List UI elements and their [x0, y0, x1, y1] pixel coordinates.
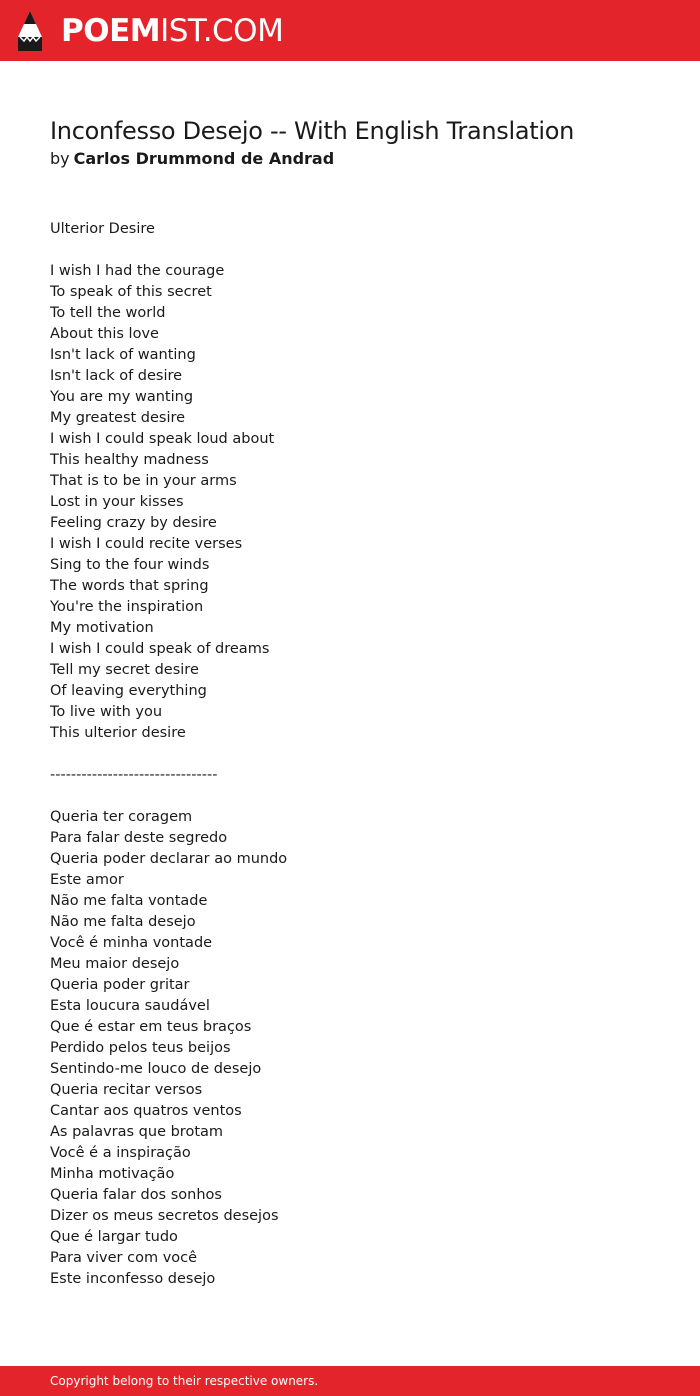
poem-line: This healthy madness: [50, 452, 209, 468]
poem-line: Feeling crazy by desire: [50, 515, 217, 531]
poem-line: Esta loucura saudável: [50, 998, 210, 1014]
poem-line: Queria poder declarar ao mundo: [50, 851, 288, 867]
poem-line: I wish I could speak of dreams: [50, 641, 270, 657]
poem-line: [50, 744, 650, 765]
poem-line: The words that spring: [50, 578, 209, 594]
poem-line: Isn't lack of desire: [50, 368, 183, 384]
poem-line: Lost in your kisses: [50, 494, 184, 510]
logo-light-text: IST.COM: [160, 13, 284, 49]
poem-line: You're the inspiration: [50, 599, 204, 615]
author-name: Carlos Drummond de Andrad: [73, 149, 335, 168]
poem-line: Meu maior desejo: [50, 956, 180, 972]
pencil-tip-icon[interactable]: [17, 10, 43, 52]
poem-line: Queria falar dos sonhos: [50, 1187, 222, 1203]
poem-line: About this love: [50, 326, 159, 342]
site-header: [0, 0, 700, 61]
poem-line: My greatest desire: [50, 410, 186, 426]
poem-line: Sing to the four winds: [50, 557, 210, 573]
poem-line: My motivation: [50, 620, 154, 636]
poem-line: Você é minha vontade: [50, 935, 213, 951]
poem-line: Minha motivação: [50, 1166, 175, 1182]
poem-line: Este inconfesso desejo: [50, 1271, 216, 1287]
poem-line: [50, 240, 650, 261]
poem-line: As palavras que brotam: [50, 1124, 224, 1140]
poem-title: Inconfesso Desejo -- With English Translation: [50, 117, 575, 145]
byline: [50, 148, 334, 170]
poem-line: Queria poder gritar: [50, 977, 190, 993]
poem-line: Cantar aos quatros ventos: [50, 1103, 242, 1119]
poem-line: To live with you: [50, 704, 163, 720]
poem-line: That is to be in your arms: [50, 473, 237, 489]
poem-line: Tell my secret desire: [50, 662, 199, 678]
poem-line: Para viver com você: [50, 1250, 198, 1266]
poem-line: Não me falta desejo: [50, 914, 196, 930]
poem-line: Que é estar em teus braços: [50, 1019, 252, 1035]
poem-line: Você é a inspiração: [50, 1145, 191, 1161]
poem-line: Isn't lack of wanting: [50, 347, 196, 363]
poem-line: Que é largar tudo: [50, 1229, 178, 1245]
poem-line: [50, 786, 650, 807]
poem-body: [50, 219, 650, 1290]
poem-line: Dizer os meus secretos desejos: [50, 1208, 279, 1224]
poem-line: I wish I had the courage: [50, 263, 225, 279]
poem-line: I wish I could speak loud about: [50, 431, 275, 447]
site-logo[interactable]: [61, 12, 283, 50]
poem-line: This ulterior desire: [50, 725, 186, 741]
poem-line: Perdido pelos teus beijos: [50, 1040, 231, 1056]
poem-line: Of leaving everything: [50, 683, 207, 699]
poem-line: To speak of this secret: [50, 284, 212, 300]
poem-line: Para falar deste segredo: [50, 830, 228, 846]
copyright-notice: Copyright belong to their respective owners.: [50, 1374, 319, 1388]
poem-line: You are my wanting: [50, 389, 194, 405]
logo-bold-text: POEM: [61, 13, 161, 49]
poem-line: Este amor: [50, 872, 124, 888]
poem-line: Ulterior Desire: [50, 221, 155, 237]
poem-line: To tell the world: [50, 305, 166, 321]
poem-line: I wish I could recite verses: [50, 536, 243, 552]
site-footer: [0, 1366, 700, 1396]
poem-line: Queria recitar versos: [50, 1082, 203, 1098]
poem-line: Queria ter coragem: [50, 809, 193, 825]
by-label: by: [50, 149, 70, 168]
poem-line: --------------------------------: [50, 767, 218, 783]
poem-line: Sentindo-me louco de desejo: [50, 1061, 262, 1077]
poem-line: Não me falta vontade: [50, 893, 208, 909]
